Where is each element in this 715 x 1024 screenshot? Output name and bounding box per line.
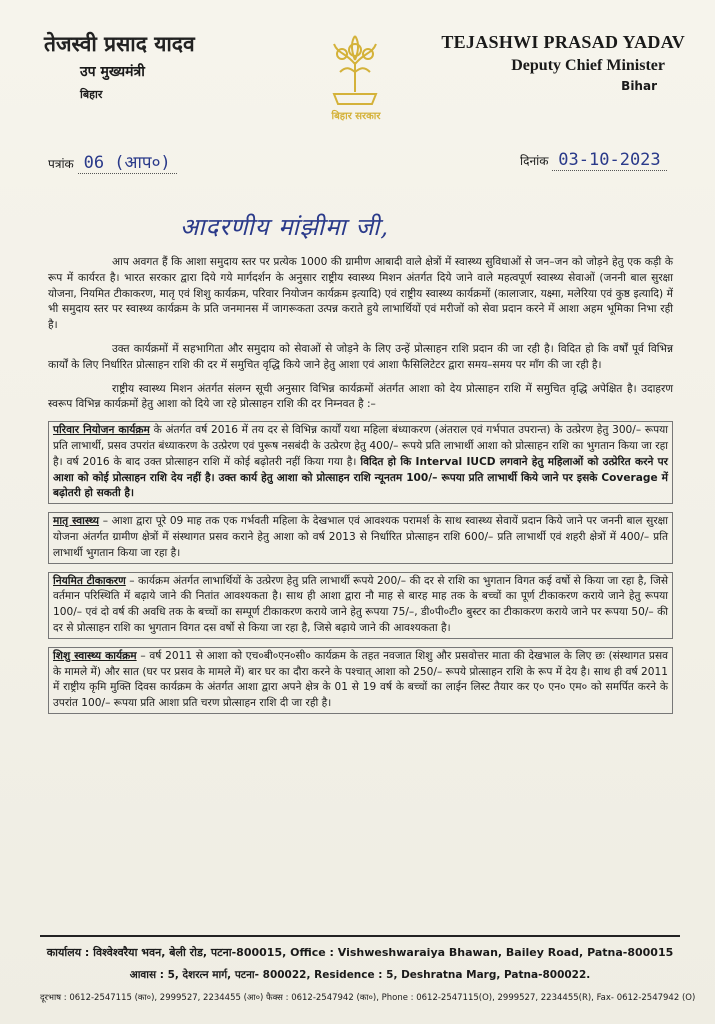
reference-number (48, 150, 177, 174)
section-text: – कार्यक्रम अंतर्गत लाभार्थियों के उत्प्रेरण हेतु प्रति लाभार्थी रूपये 200/– की दर से राशि का भुगतान विगत कई वर्षो से किया जा रहा है, जिसे वर्तमान परिस्थिति में बढ़ाये जाने की नितांत आवश्यकता है। साथ ही आशा द्वारा नौ माह से बारह माह तक के बच्चों का पूर्ण टीकाकरण कराये जाने हेतु रूपया 100/– एवं दो वर्ष की अवधि तक के बच्चों का सम्पूर्ण टीकाकरण कराये जाने हेतु रूपया 75/–, डी०पी०टी० बुस्टर का टीकाकरण कराये जाने पर रूपया 50/– की दर से प्रोत्साहन राशि का भुगतान विगत दस वर्षो से किया जा रहा है, जिसे बढ़ाये जाने की आवश्यकता है। (53, 574, 668, 634)
office-address: कार्यालय : विश्वेश्वरैया भवन, बेली रोड, पटना-800015, Office : Vishweshwaraiya Bhawan, Bailey Road, Patna-800015 (46, 946, 674, 959)
paragraph-intro: आप अवगत हैं कि आशा समुदाय स्तर पर प्रत्येक 1000 की ग्रामीण आबादी वाले क्षेत्रों में स्वास्थ्य सुविधाओं से जन–जन को जोड़ने हेतु एक कड़ी के रूप में कार्यरत है। भारत सरकार द्वारा दिये गये मार्गदर्शन के अनुसार राष्ट्रीय स्वास्थ्य मिशन अंतर्गत दिये जाने वाले महत्वपूर्ण स्वास्थ्य सेवाओं (जननी बाल सुरक्षा योजना, नियमित टीकाकरण, मातृ एवं शिशु कार्यक्रम, परिवार नियोजन कार्यक्रम इत्यादि) एवं राष्ट्रीय स्वास्थ्य कार्यक्रमों (कालाजार, यक्ष्मा, मलेरिया एवं कुष्ठ इत्यादि) में भी समुदाय स्तर पर स्वास्थ्य कार्यक्रम के प्रति जनमानस में जागरूकता उत्पन्न कराते हुये लाभार्थियों एवं मरीजों को सेवा प्रदान करने में आशा अहम भूमिका निभा रही है। (48, 256, 673, 332)
section-text: – आशा द्वारा पूरे 09 माह तक एक गर्भवती महिला के देखभाल एवं आवश्यक परामर्श के साथ स्वास्थ्य सेवायें प्रदान किये जाने पर जननी बाल सुरक्षा योजना अंतर्गत ग्रामीण क्षेत्रों में संस्थागत प्रसव कराने हेतु आशा को वर्ष 2013 से निर्धारित प्रोत्साहन राशि 600/– प्रति लाभार्थी एवं शहरी क्षेत्रों में 400/– प्रति लाभार्थी भुगतान किया जा रहा है। (53, 515, 668, 559)
reference-value: 06 (आप०) (83, 153, 171, 173)
phone-fax: दूरभाष : 0612-2547115 (का०), 2999527, 2234455 (आ०) फैक्स : 0612-2547942 (का०), Phone : 0612-2547115(O), 2999527, 2234455(R), Fax- 0612-2547942 (O) (40, 993, 696, 1003)
section-title: मातृ स्वास्थ्य (53, 515, 100, 528)
letter-footer (40, 935, 696, 1003)
paragraph-incentive-demand: उक्त कार्यक्रमों में सहभागिता और समुदाय को सेवाओं से जोड़ने के लिए उन्हें प्रोत्साहन राशि प्रदान की जा रही है। विदित हो कि वर्षों पूर्व विभिन्न कार्यों के लिए निर्धारित प्रोत्साहन राशि की दर में समुचित वृद्धि किये जाने हेतु आशा एवं आशा फैसिलिटेटर द्वारा समय–समय पर माँग की जा रही है। (48, 342, 673, 371)
section-title: शिशु स्वास्थ्य कार्यक्रम (53, 649, 137, 662)
salutation: आदरणीय मांझीमा जी, (180, 213, 389, 241)
header-left (44, 30, 195, 102)
section-child-health (48, 647, 673, 714)
name-english: TEJASHWI PRASAD YADAV (441, 32, 685, 52)
state-emblem-icon (320, 32, 390, 110)
section-family-planning (48, 421, 673, 504)
reference-label: पत्रांक (48, 157, 74, 171)
designation-english: Deputy Chief Minister (511, 57, 665, 74)
section-title: नियमित टीकाकरण (53, 574, 126, 587)
section-text: – वर्ष 2011 से आशा को एच०बी०एन०सी० कार्यक्रम के तहत नवजात शिशु और प्रसवोत्तर माता की देखभाल के लिए छः (संस्थागत प्रसव के मामले में) और सात (घर पर प्रसव के मामले में) बार घर का दौरा करने के पश्चात् आशा को 250/– रूपये प्रोत्साहन राशि के रूप में देय है। साथ ही वर्ष 2011 में राष्ट्रीय कृमि मुक्ति दिवस कार्यक्रम के अंतर्गत आशा द्वारा अपने क्षेत्र के 01 से 19 वर्ष के बच्चों का लाईन लिस्ट तैयार कर ए० एन० एम० को समर्पित करने के उपरांत 100/– रूपया प्रति आशा प्रति चरण प्रोत्साहन राशि दी जा रही है। (53, 649, 668, 710)
date-label: दिनांक (520, 154, 549, 168)
letter-body (48, 255, 673, 722)
section-immunization (48, 572, 673, 639)
date-field (520, 150, 667, 171)
section-text: के अंतर्गत वर्ष 2016 में तय दर से विभिन्न कार्यों यथा महिला बंध्याकरण (अंतराल एवं गर्भपात उपरान्त) के उत्प्रेरण हेतु 300/– रूपया प्रति लाभार्थी, प्रसव उपरांत बंध्याकरण के उत्प्रेरण एवं पुरूष नसबंदी के उत्प्रेरण हेतु 400/– रूपये प्रति लाभार्थी आशा को प्रोत्साहन राशि का भुगतान किया जा रहा है। वर्ष 2016 के बाद उक्त प्रोत्साहन राशि में कोई बढ़ोतरी नहीं किया गया है। (53, 424, 669, 468)
paragraph-incentive-rates: राष्ट्रीय स्वास्थ्य मिशन अंतर्गत संलग्न सूची अनुसार विभिन्न कार्यक्रमों अंतर्गत आशा को देय प्रोत्साहन राशि में समुचित वृद्धि अपेक्षित है। उदाहरण स्वरूप विभिन्न कार्यक्रमों हेतु आशा को दिये जा रहे प्रोत्साहन राशि की दर निम्नवत है :– (48, 382, 673, 411)
emblem-caption: बिहार सरकार (331, 111, 381, 122)
name-hindi: तेजस्वी प्रसाद यादव (44, 32, 195, 56)
section-bold-text: विदित हो कि Interval IUCD लगवाने हेतु महिलाओं को उत्प्रेरित करने पर आशा को कोई प्रोत्साहन राशि देय नहीं है। उक्त कार्य हेतु आशा को प्रोत्साहन राशि न्यूनतम 100/– रूपया प्रति लाभार्थी किये जाने पर इसके Coverage में बढ़ोतरी हो सकती है। (53, 455, 668, 500)
date-value: 03-10-2023 (558, 150, 661, 170)
section-title: परिवार नियोजन कार्यक्रम (53, 424, 150, 437)
header-right (441, 32, 685, 93)
section-maternal-health (48, 512, 673, 563)
state-hindi: बिहार (80, 88, 103, 101)
designation-hindi: उप मुख्यमंत्री (80, 64, 145, 80)
residence-address: आवास : 5, देशरत्न मार्ग, पटना- 800022, Residence : 5, Deshratna Marg, Patna-800022. (129, 969, 591, 981)
state-english: Bihar (621, 79, 657, 93)
